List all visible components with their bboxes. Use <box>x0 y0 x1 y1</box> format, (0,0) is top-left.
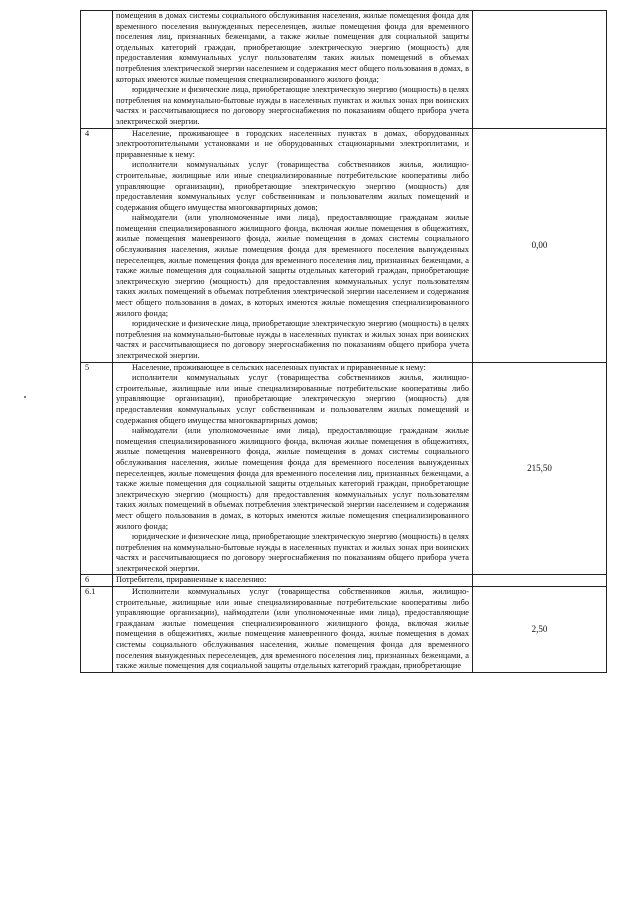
row-number: 6 <box>81 575 113 587</box>
paragraph: юридические и физические лица, приобретающие электрическую энергию (мощность) в целях потребления на коммунально-бытовые нужды в населенных пунктах и жилых зонах при воинских частях и рассчитывающиеся по договору энергоснабжения по показаниям общего прибора учета электрической энергии. <box>116 85 469 126</box>
row-description <box>113 587 473 673</box>
paragraph: юридические и физические лица, приобретающие электрическую энергию (мощность) в целях потребления на коммунально-бытовые нужды в населенных пунктах и жилых зонах при воинских частях и рассчитывающиеся по договору энергоснабжения по показаниям общего прибора учета электрической энергии. <box>116 532 469 573</box>
row-description <box>113 11 473 129</box>
paragraph: помещения в домах системы социального обслуживания населения, жилые помещения фонда для временного поселения вынужденных переселенцев, жилые помещения фонда для временного поселения лиц, признанных беженцами, а также жилые помещения для социальной защиты отдельных категорий граждан, приобретающие электрическую энергию (мощность) для предоставления коммунальных услуг пользователям таких жилых помещений в объемах потребления электрической энергии населением и содержания мест общего пользования в домах, в которых имеются жилые помещения специализированного жилого фонда; <box>116 11 469 84</box>
table-row <box>81 128 607 362</box>
paragraph: Население, проживающее в сельских населенных пунктах и приравненные к нему: <box>132 362 426 372</box>
table-row <box>81 362 607 575</box>
paragraph: наймодатели (или уполномоченные ими лица), предоставляющие гражданам жилые помещения специализированного жилищного фонда, включая жилые помещения в общежитиях, жилые помещения маневренного фонда, жилые помещения в домах системы социального обслуживания населения, жилые помещения фонда для временного поселения вынужденных переселенцев, жилые помещения фонда для временного поселения лиц, признанных беженцами, а также жилые помещения для социальной защиты отдельных категорий граждан, приобретающие электрическую энергию (мощность) для предоставления коммунальных услуг пользователям таких жилых помещений в объемах потребления электрической энергии населением и содержания мест общего пользования в домах, в которых имеются жилые помещения специализированного жилого фонда; <box>116 213 469 318</box>
row-description <box>113 575 473 587</box>
row-value: 215,50 <box>473 362 607 575</box>
paragraph: юридические и физические лица, приобретающие электрическую энергию (мощность) в целях потребления на коммунально-бытовые нужды в населенных пунктах и жилых зонах при воинских частях и рассчитывающиеся по договору энергоснабжения по показаниям общего прибора учета электрической энергии. <box>116 319 469 360</box>
row-description <box>113 362 473 575</box>
paragraph: исполнители коммунальных услуг (товарищества собственников жилья, жилищно-строительные, жилищные или иные специализированные потребительские кооперативы либо управляющие организации), приобретающие электрическую энергию (мощность) для предоставления коммунальных услуг собственникам и пользователям жилых помещений и содержания общего имущества многоквартирных домов; <box>116 160 469 212</box>
row-number: 5 <box>81 362 113 575</box>
tariff-table <box>80 10 607 673</box>
paragraph: Потребители, приравненные к населению: <box>116 575 267 585</box>
row-number <box>81 11 113 129</box>
row-value <box>473 11 607 129</box>
paragraph: Исполнители коммунальных услуг (товарищества собственников жилья, жилищно-строительные, жилищные или иные специализированные потребительские кооперативы либо управляющие организации), наймодатели (или уполномоченные ими лица), предоставляющие гражданам жилые помещения специализированного жилищного фонда, включая жилые помещения в общежитиях, жилые помещения маневренного фонда, жилые помещения в домах системы социального обслуживания населения, жилые помещения фонда для временного поселения вынужденных переселенцев, для временного поселения лиц, признанных беженцами, а также жилые помещения для социальной защиты отдельных категорий граждан, приобретающие <box>116 587 469 671</box>
scan-speck <box>24 396 26 398</box>
paragraph: Население, проживающее в городских населенных пунктах в домах, оборудованных электроотопительными установками и не оборудованных стационарными электроплитами, и приравненные к нему: <box>116 128 469 159</box>
paragraph: наймодатели (или уполномоченные ими лица), предоставляющие гражданам жилые помещения специализированного жилищного фонда, включая жилые помещения в общежитиях, жилые помещения маневренного фонда, жилые помещения в домах системы социального обслуживания населения, жилые помещения фонда для временного поселения вынужденных переселенцев, жилые помещения фонда для временного поселения лиц, признанных беженцами, а также жилые помещения для социальной защиты отдельных категорий граждан, приобретающие электрическую энергию (мощность) для предоставления коммунальных услуг пользователям таких жилых помещений в объемах потребления электрической энергии населением и содержания мест общего пользования в домах, в которых имеются жилые помещения специализированного жилого фонда; <box>116 426 469 531</box>
table-row <box>81 575 607 587</box>
row-value: 2,50 <box>473 587 607 673</box>
table-row <box>81 11 607 129</box>
row-value <box>473 575 607 587</box>
row-number: 4 <box>81 128 113 362</box>
row-number: 6.1 <box>81 587 113 673</box>
table-row <box>81 587 607 673</box>
row-description <box>113 128 473 362</box>
paragraph: исполнители коммунальных услуг (товарищества собственников жилья, жилищно-строительные, жилищные или иные специализированные потребительские кооперативы либо управляющие организации), приобретающие электрическую энергию (мощность) для предоставления коммунальных услуг собственникам и пользователям жилых помещений и содержания общего имущества многоквартирных домов; <box>116 373 469 425</box>
row-value: 0,00 <box>473 128 607 362</box>
